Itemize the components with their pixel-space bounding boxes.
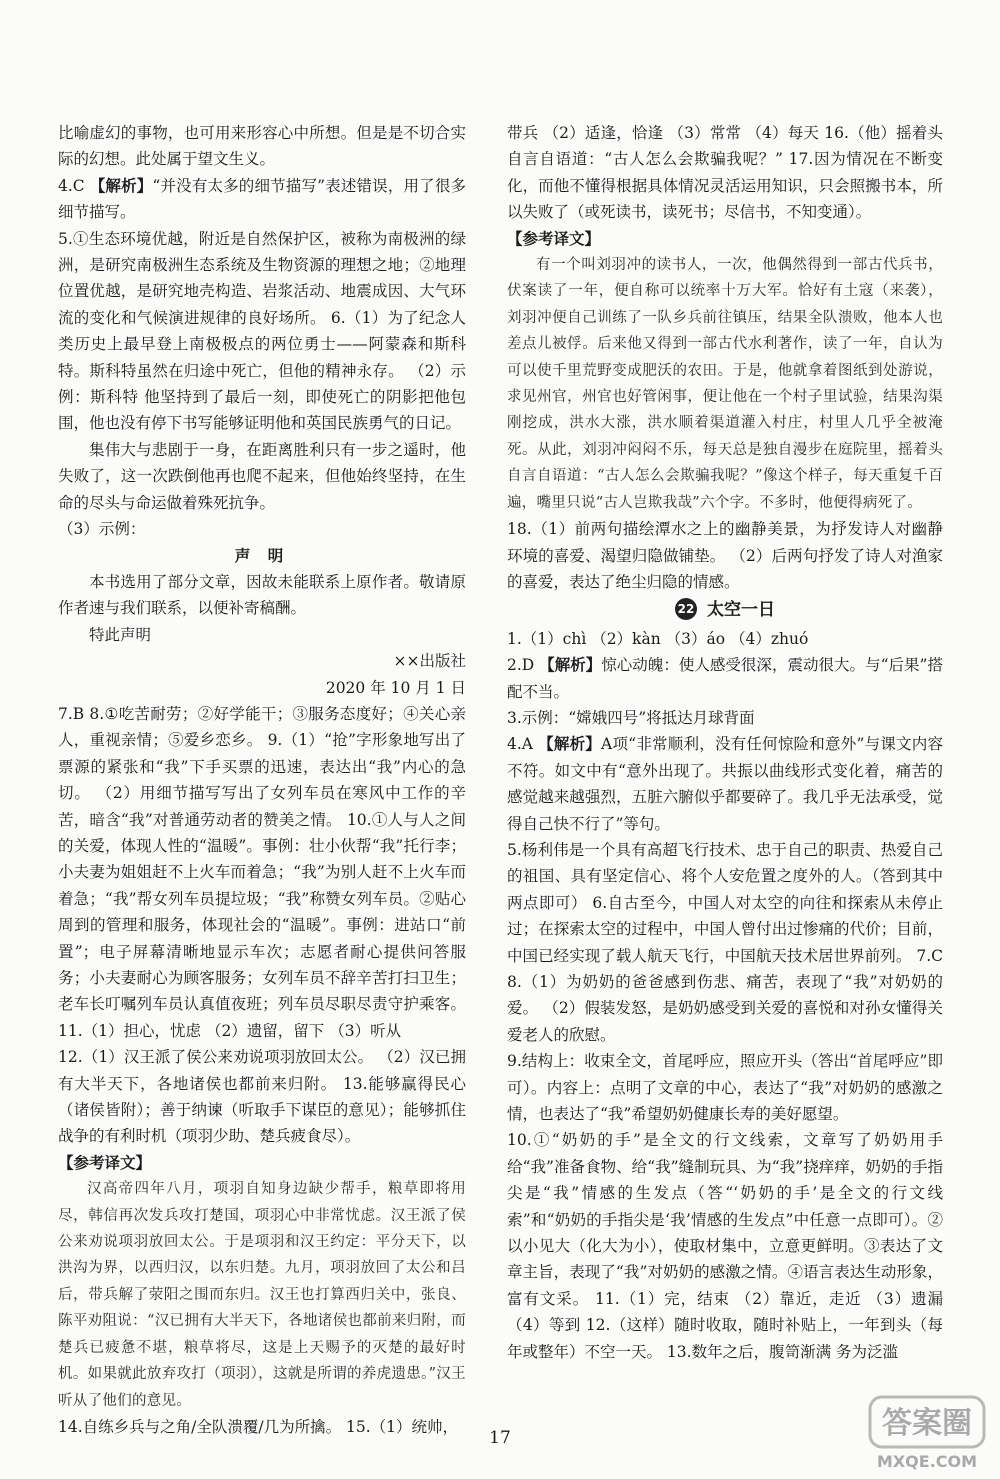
analysis-tag: 【解析】 — [89, 175, 153, 195]
answer-q4 — [58, 173, 466, 226]
reference-translation-text: 汉高帝四年八月，项羽自知身边缺少帮手，粮草即将用尽，韩信再次发兵攻打楚国，项羽心中非常忧虑。汉王派了侯公来劝说项羽放回太公。于是项羽和汉王约定：平分天下，以洪沟为界，以西归汉，以东归楚。九月，项羽放回了太公和吕后，带兵解了荥阳之围而东归。汉王也打算西归关中，张良、陈平劝阻说：“汉已拥有大半天下，各地诸侯也都前来归附，而楚兵已疲惫不堪，粮草将尽，这是上天赐予的灭楚的最好时机。如果就此放弃攻打（项羽），这就是所谓的养虎遗患。”汉王听从了他们的意见。 — [58, 1181, 466, 1409]
analysis-text: 惊心动魄：使人感受很深，震动很大。与“后果”搭配不当。 — [507, 656, 943, 701]
lesson-answer-1: 1.（1）chì （2）kàn （3）áo （4）zhuó — [507, 629, 809, 648]
answer-q6-3: （3）示例： — [58, 520, 146, 539]
watermark-chars: 答案圈 — [882, 1406, 972, 1441]
question-number: 4.C — [58, 176, 85, 195]
answer-q5-q6: 5.①生态环境优越，附近是自然保护区，被称为南极洲的绿洲，是研究南极洲生态系统及生物资源的理想之地；②地理位置优越，是研究地壳构造、岩浆活动、地震成因、大气环流的变化和气候演进规律的良好场所。 6.（1）为了纪念人类历史上最早登上南极极点的两位勇士——阿蒙森和斯科特。斯科特虽然在归途中死亡，但他的精神永存。 （2）示例：斯科特 他坚持到了最后一刻，即使死亡的阴影把他包围，他也没有停下书写能够证明他和英国民族勇气的日记。 — [58, 229, 466, 433]
answer-q7-q11: 7.B 8.①吃苦耐劳；②好学能干；③服务态度好；④关心亲人，重视亲情；⑤爱乡恋乡。 9.（1）“抢”字形象地写出了票源的紧张和“我”下手买票的迅速，表达出“我”内心的急切。 （2）用细节描写写出了女列车员在寒风中工作的辛苦，暗含“我”对普通劳动者的赞美之情。 10.①人与人之间的关爱，体现人性的“温暖”。事例：壮小伙帮“我”托行李；小夫妻为姐姐赶不上火车而着急；“我”为别人赶不上火车而着急；“我”帮女列车员提垃圾；“我”称赞女列车员。②贴心周到的管理和服务，体现社会的“温暖”。事例：进站口“前置”；电子屏幕清晰地显示车次；志愿者耐心提供问答服务；小夫妻耐心为顾客服务；女列车员不辞辛苦打扫卫生；老车长叮嘱列车员认真值夜班；列车员尽职尽责守护乘客。 11.（1）担心，忧虑 （2）遗留，留下 （3）听从 — [58, 704, 466, 1040]
lesson-answer-3: 3.示例：“嫦娥四号”将抵达月球背面 — [507, 708, 755, 727]
lesson-answer-2 — [507, 652, 943, 705]
answer-q12-q13: 12.（1）汉王派了侯公来劝说项羽放回太公。 （2）汉已拥有大半天下，各地诸侯也都前来归附。 13.能够赢得民心（诸侯皆附）；善于纳谏（听取手下谋臣的意见）；能够抓住战争的有利时机（项羽少助、楚兵疲食尽）。 — [58, 1048, 466, 1146]
statement-publisher: ××出版社 — [393, 652, 466, 671]
statement-title: 声 明 — [234, 545, 290, 565]
answer-q14-q15: 14.自练乡兵与之角/全队溃覆/几为所擒。 15.（1）统帅， — [58, 1417, 459, 1436]
lesson-answer-9: 9.结构上：收束全文，首尾呼应，照应开头（答出“首尾呼应”即可）。内容上：点明了文章的中心，表达了“我”对奶奶的感激之情，也表达了“我”希望奶奶健康长寿的美好愿望。 — [507, 1052, 943, 1124]
right-column — [507, 120, 943, 1365]
lesson-answer-4 — [507, 731, 943, 837]
watermark-site: MXQE.COM — [876, 1452, 978, 1471]
reference-translation-heading: 【参考译文】 — [58, 1152, 152, 1172]
statement-body: 本书选用了部分文章，因故未能联系上原作者。敬请原作者速与我们联系，以便补寄稿酬。 — [58, 572, 466, 618]
reference-translation-text: 有一个叫刘羽冲的读书人，一次，他偶然得到一部古代兵书，伏案读了一年，便自称可以统率十万大军。恰好有土寇（来袭），刘羽冲便自己训练了一队乡兵前往镇压，结果全队溃败，他本人也差点儿被俘。后来他又得到一部古代水利著作，读了一年，自认为可以使千里荒野变成肥沃的农田。于是，他就拿着图纸到处游说，求见州官，州官也好管闲事，便让他在一个村子里试验，结果沟渠刚挖成，洪水大涨，洪水顺着渠道灌入村庄，村里人几乎全被淹死。从此，刘羽冲闷闷不乐，每天总是独自漫步在庭院里，摇着头自言自语道：“古人怎么会欺骗我呢？”像这个样子，每天重复千百遍，嘴里只说“古人岂欺我哉”六个字。不多时，他便得病死了。 — [507, 257, 943, 511]
statement-hereby: 特此声明 — [89, 625, 152, 644]
analysis-tag: 【解析】 — [538, 734, 602, 754]
lesson-answer-10-13: 10.①“奶奶的手”是全文的行文线索，文章写了奶奶用手给“我”准备食物、给“我”缝制玩具、为“我”挠痒痒，奶奶的手指尖是“我”情感的生发点（答“‘奶奶的手’是全文的行文线索”和“奶奶的手指尖是‘我’情感的生发点”中任意一点即可）。②以小见大（化大为小），使取材集中，立意更鲜明。③表达了文章主旨，表现了“我”对奶奶的感激之情。④语言表达生动形象，富有文采。 11.（1）完，结束 （2）靠近，走近 （3）遗漏 （4）等到 12.（这样）随时收取，随时补贴上，一年到头（每年或整年）不空一天。 13.数年之后，腹笥渐满 务为泛滥 — [507, 1131, 943, 1361]
answer-q18: 18.（1）前两句描绘潭水之上的幽静美景，为抒发诗人对幽静环境的喜爱、渴望归隐做铺垫。 （2）后两句抒发了诗人对渔家的喜爱，表达了绝尘归隐的情感。 — [507, 520, 943, 591]
lesson-answer-5-8: 5.杨利伟是一个具有高超飞行技术、忠于自己的职责、热爱自己的祖国、具有坚定信心、将个人安危置之度外的人。（答到其中两点即可） 6.自古至今，中国人对太空的向往和探索从未停止过；在探索太空的过程中，中国人曾付出过惨痛的代价；目前，中国已经实现了载人航天飞行，中国航天技术居世界前列。 7.C 8.（1）为奶奶的爸爸感到伤悲、痛苦，表现了“我”对奶奶的爱。 （2）假装发怒，是奶奶感受到关爱的喜悦和对孙女懂得关爱老人的欣慰。 — [507, 840, 943, 1044]
lesson-number-badge: 22 — [675, 598, 697, 620]
analysis-text: A项“非常顺利，没有任何惊险和意外”与课文内容不符。如文中有“意外出现了。共振以曲线形式变化着，痛苦的感觉越来越强烈，五脏六腑似乎都要碎了。我几乎无法承受，觉得自己快不行了”等句。 — [507, 735, 943, 833]
question-number: 4.A — [507, 735, 533, 754]
statement-date: 2020 年 10 月 1 日 — [325, 678, 466, 697]
answer-q15-q17: 带兵 （2）适逢，恰逢 （3）常常 （4）每天 16.（他）摇着头自言自语道：“古人怎么会欺骗我呢？” 17.因为情况在不断变化，而他不懂得根据具体情况灵活运用知识，只会照搬书本，所以失败了（或死读书，读死书；尽信书，不知变通）。 — [507, 124, 943, 222]
analysis-tag: 【解析】 — [539, 655, 602, 675]
page-number: 17 — [489, 1428, 511, 1448]
lesson-heading — [507, 597, 943, 623]
reference-translation-heading: 【参考译文】 — [507, 228, 601, 248]
lesson-title: 太空一日 — [707, 600, 775, 621]
answer-paragraph: 比喻虚幻的事物，也可用来形容心中所想。但是是不切合实际的幻想。此处属于望文生义。 — [58, 124, 466, 169]
analysis-text: “并没有太多的细节描写”表述错误，用了很多细节描写。 — [58, 176, 466, 222]
left-column — [58, 120, 466, 1440]
watermark-logo — [866, 1393, 988, 1473]
answer-q6-continuation: 集伟大与悲剧于一身，在距离胜利只有一步之遥时，他失败了，这一次跌倒他再也爬不起来，但他始终坚持，在生命的尽头与命运做着殊死抗争。 — [58, 440, 466, 512]
question-number: 2.D — [507, 656, 535, 675]
